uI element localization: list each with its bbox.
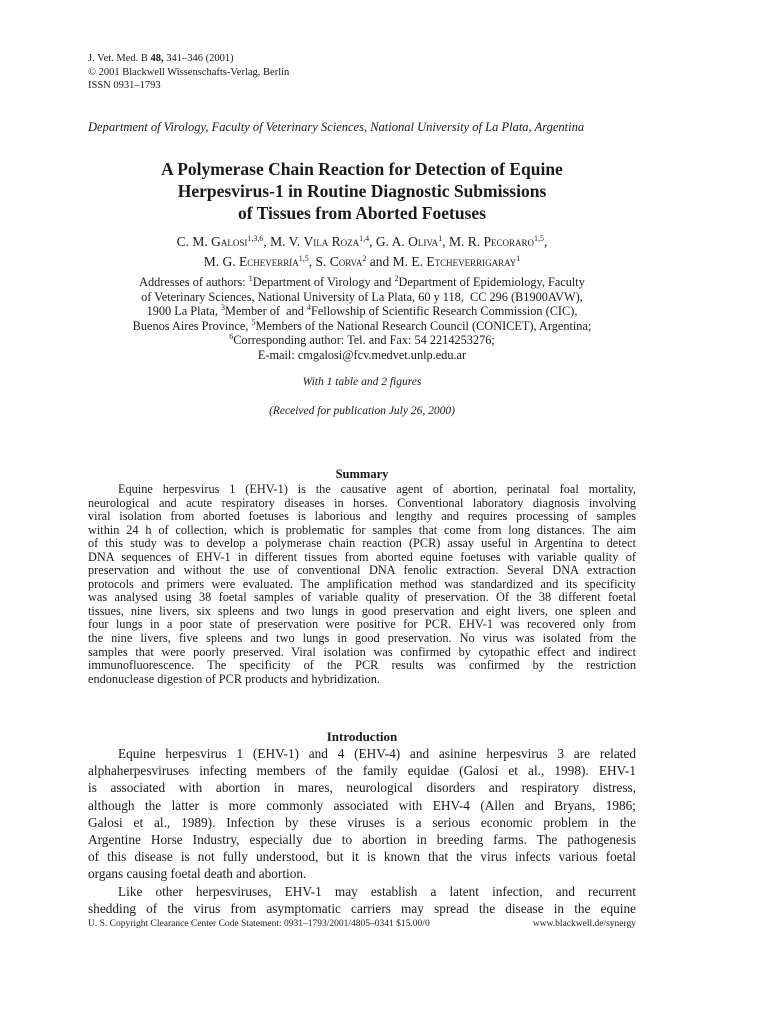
copyright: © 2001 Blackwell Wissenschafts-Verlag, Berlin	[88, 66, 290, 78]
received-date: (Received for publication July 26, 2000)	[269, 405, 455, 417]
summary-line: endonuclease digestion of PCR products and hybridization.	[88, 671, 380, 686]
publisher-website: www.blackwell.de/synergy	[532, 919, 636, 929]
summary-line: the nine livers, five spleens and two lungs in good preservation. No virus was isolated from the	[88, 631, 636, 646]
issn: ISSN 0931–1793	[88, 80, 161, 91]
introduction-heading: Introduction	[326, 729, 398, 744]
author-surname: Pecoraro	[483, 234, 534, 249]
address-line: of Veterinary Sciences, National University of La Plata, 60 y 118, CC 296 (B1900AVW),	[141, 289, 583, 304]
summary-line: neurological and acute respiratory diseases in horses. Conventional laboratory diagnosis involving	[88, 495, 636, 510]
author-surname: Oliva	[408, 234, 439, 249]
citation: J. Vet. Med. B 48, 341–346 (2001)	[88, 53, 234, 64]
journal-info	[88, 52, 289, 93]
summary-line: viral isolation from aborted foetuses is laborious and lengthy and requires processing of samples	[88, 509, 636, 524]
intro-line: organs causing foetal death and abortion.	[88, 866, 307, 882]
intro-line: Equine herpesvirus 1 (EHV-1) and 4 (EHV-4) and asinine herpesvirus 3 are related	[118, 746, 636, 761]
summary-line: protocols and primers were evaluated. The amplification method was standardized and its specificity	[88, 576, 636, 591]
summary-line: DNA sequences of EHV-1 in different tissues from aborted equine foetuses with variable quality of	[88, 549, 636, 564]
intro-line: is associated with abortion in mares, neurological disorders and respiratory distress,	[88, 780, 636, 796]
author-surname: Galosi	[211, 234, 248, 249]
summary-line: within 24 h of collection, which is problematic for samples that come from long distances. The aim	[88, 522, 636, 537]
department-affiliation: Department of Virology, Faculty of Veterinary Sciences, National University of La Plata, Argentina	[88, 120, 585, 134]
author-surname: Corva	[329, 254, 363, 269]
intro-line: Like other herpesviruses, EHV-1 may establish a latent infection, and recurrent	[118, 883, 636, 899]
author-addresses	[88, 275, 636, 362]
email-line: E-mail: cmgalosi@fcv.medvet.unlp.edu.ar	[257, 347, 467, 362]
paper-title	[88, 158, 636, 224]
address-line: $^6$Corresponding author: Tel. and Fax: 54 2214253276;	[229, 332, 495, 347]
address-line: Addresses of authors: $^1$Department of Virology and $^2$Department of Epidemiology, Faculty	[139, 274, 585, 289]
author-surname: Etcheverrigaray	[426, 254, 517, 269]
author-line: M. G. Echeverría$^{1,5}$, S. Corva$^2$ and M. E. Etcheverrigaray$^1$	[203, 254, 521, 269]
summary-line: preservation and without the use of conventional DNA fenolic extraction. Several DNA extraction	[88, 563, 636, 578]
intro-line: Argentine Horse Industry, especially due to abortion in breeding farms. The pathogenesis	[88, 832, 636, 848]
summary-line: Equine herpesvirus 1 (EHV-1) is the causative agent of abortion, perinatal foal mortality,	[118, 482, 636, 496]
author-list	[88, 232, 636, 272]
intro-line: alphaherpesviruses infecting members of the family equidae (Galosi et al., 1998). EHV-1	[88, 763, 636, 779]
summary-line: tissues, nine livers, six spleens and two lungs in good preservation and eight livers, one spleen and	[88, 603, 636, 618]
title-line: of Tissues from Aborted Foetuses	[238, 203, 486, 223]
summary-line: four lungs in a poor state of preservation were positive for PCR. EHV-1 was recovered only from	[88, 617, 636, 632]
summary-heading: Summary	[335, 467, 389, 481]
address-line: Buenos Aires Province, $^5$Members of the National Research Council (CONICET), Argentina;	[132, 317, 592, 333]
intro-line: shedding of the virus from asymptomatic carriers may spread the disease in the equine	[88, 900, 636, 916]
summary-line: immunofluorescence. The specificity of the PCR results was confirmed by the restriction	[88, 658, 636, 673]
copyright-statement: U. S. Copyright Clearance Center Code Statement: 0931–1793/2001/4805–0341 $15.00/0	[88, 919, 430, 929]
summary-body	[88, 483, 636, 686]
figures-note: With 1 table and 2 figures	[302, 376, 422, 388]
title-line: Herpesvirus-1 in Routine Diagnostic Submissions	[177, 181, 547, 201]
intro-line: although the latter is more commonly associated with EHV-4 (Allen and Bryans, 1986;	[88, 797, 636, 813]
summary-line: was analysed using 38 foetal samples of variable quality of preservation. Of the 38 different foetal	[88, 590, 636, 605]
summary-line: samples that were poorly preserved. Viral isolation was confirmed by cytopathic effect and indirect	[88, 644, 636, 659]
author-line: C. M. Galosi$^{1,3,6}$, M. V. Vila Roza$^{1,4}$, G. A. Oliva$^1$, M. R. Pecoraro$^{1,5}$,	[176, 234, 548, 249]
introduction-body	[88, 745, 636, 917]
author-surname: Vila Roza	[303, 234, 360, 249]
intro-line: of this disease is not fully understood, but it is known that the virus infects various foetal	[88, 849, 636, 865]
intro-line: Galosi et al., 1989). Infection by these viruses is a serious economic problem in the	[88, 814, 636, 830]
summary-line: of this study was to develop a polymerase chain reaction (PCR) assay useful in Argentina to detect	[88, 536, 636, 551]
author-surname: Echeverría	[238, 254, 299, 269]
address-line: 1900 La Plata, $^3$Member of and $^4$Fellowship of Scientific Research Commission (CIC),	[146, 303, 578, 318]
title-line: A Polymerase Chain Reaction for Detection of Equine	[161, 159, 563, 179]
